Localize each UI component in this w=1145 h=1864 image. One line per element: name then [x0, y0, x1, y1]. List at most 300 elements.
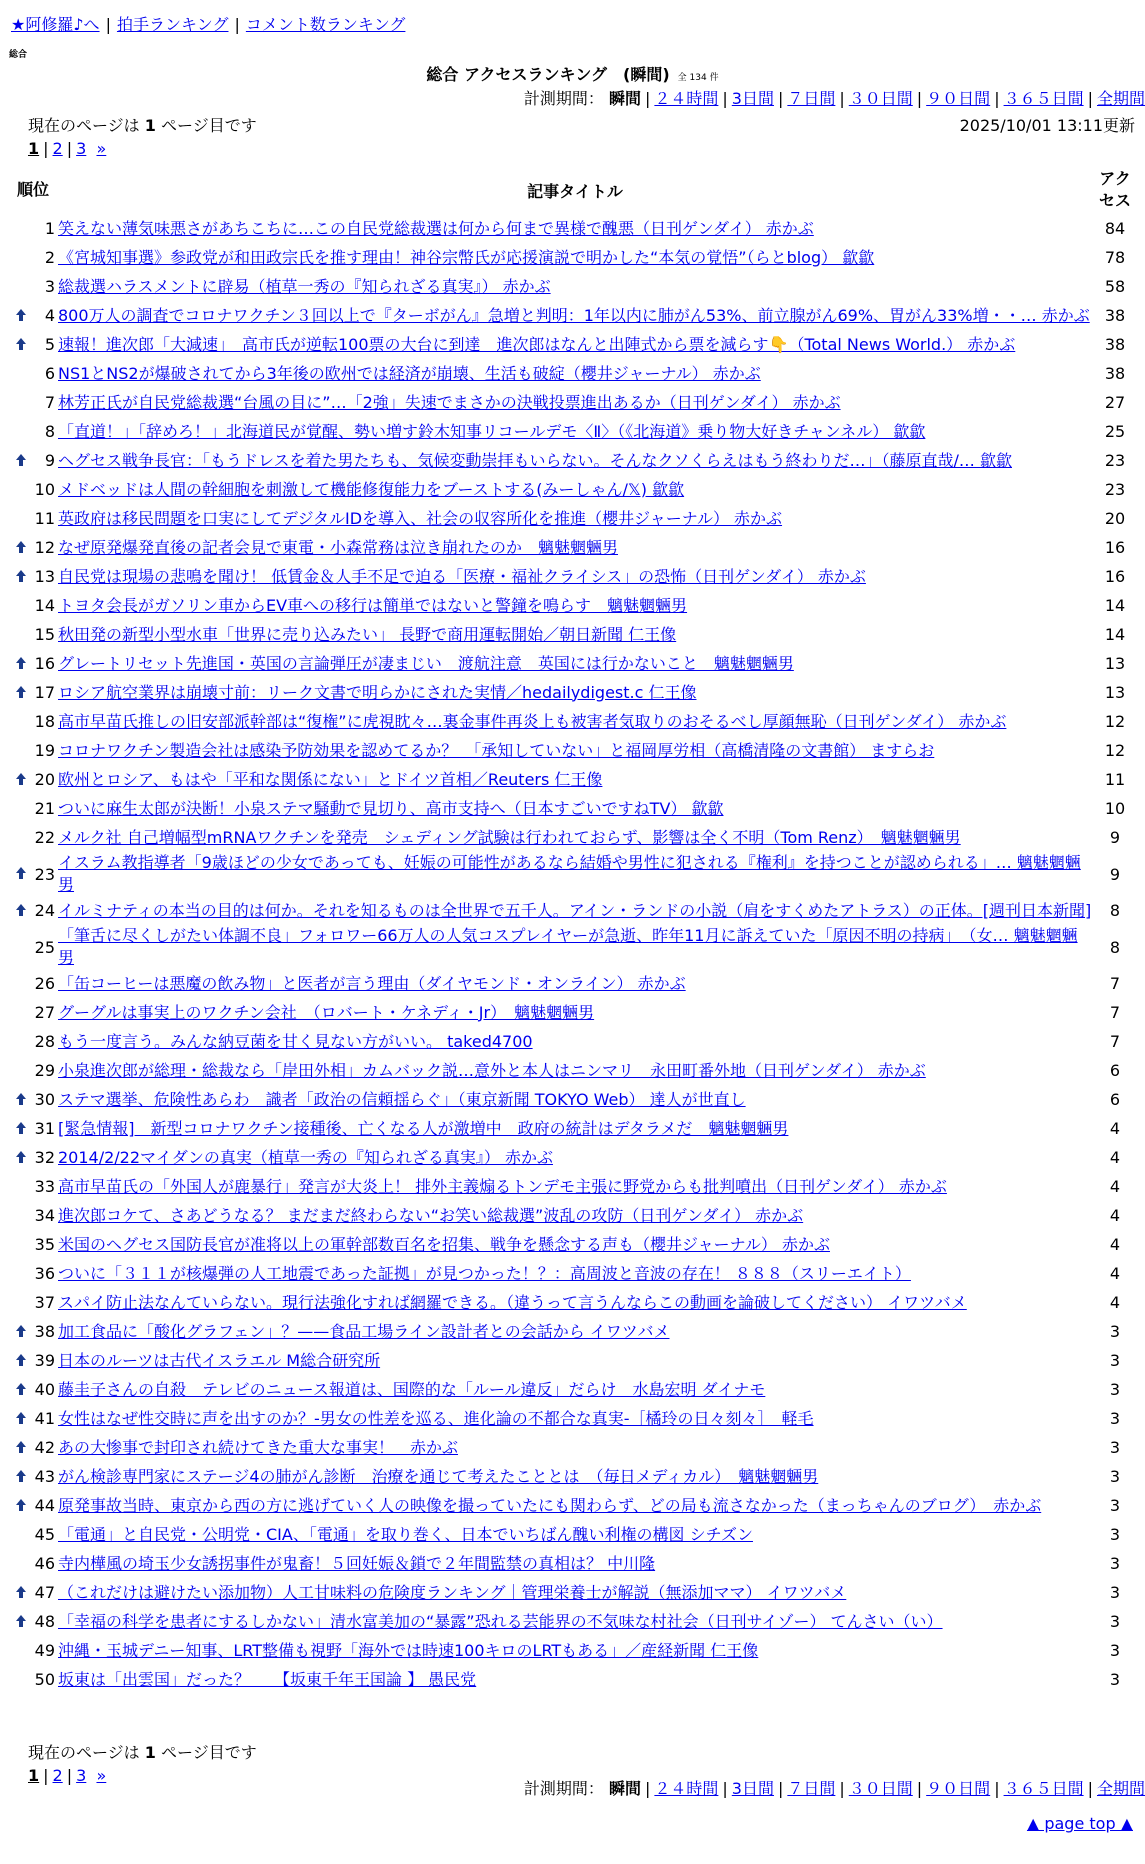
table-row	[8, 1172, 1138, 1201]
access-count-cell: 58	[1104, 277, 1126, 296]
access-count-cell: 16	[1104, 538, 1126, 557]
period-all-link[interactable]: 全期間	[1096, 1779, 1145, 1798]
title-cell	[58, 1375, 1092, 1404]
rank-cell: 10	[34, 480, 55, 499]
pager-current-page: 1	[28, 1766, 40, 1785]
title-cell	[58, 504, 1092, 533]
article-link[interactable]: 「幸福の科学を患者にするしかない」清水富美加の“暴露”恐れる芸能界の不気味な村社会（日刊サイゾー） てんさい（い）	[58, 1611, 943, 1631]
article-link[interactable]: 英政府は移民問題を口実にしてデジタルIDを導入、社会の収容所化を推進（櫻井ジャーナル） 赤かぶ	[58, 508, 783, 528]
table-row	[8, 1520, 1138, 1549]
rank-cell: 31	[34, 1119, 55, 1138]
table-row	[8, 1375, 1138, 1404]
article-link[interactable]: ついに「３１１が核爆弾の人工地震であった証拠」が見つかった！？：高周波と音波の存在！ ８８８（スリーエイト）	[58, 1263, 911, 1283]
access-count-cell: 3	[1109, 1583, 1121, 1602]
period-30d-link[interactable]: ３０日間	[848, 1779, 913, 1798]
title-cell	[58, 969, 1092, 998]
rank-cell: 42	[34, 1438, 55, 1457]
table-row	[8, 504, 1138, 533]
table-row	[8, 1665, 1138, 1694]
title-cell	[58, 591, 1092, 620]
title-cell	[58, 1346, 1092, 1375]
article-link[interactable]: あの大惨事で封印され続けてきた重大な事実！ 赤かぶ	[58, 1437, 459, 1457]
nav-separator: |	[105, 15, 111, 34]
trend-cell	[8, 1027, 33, 1056]
title-cell	[58, 562, 1092, 591]
rank-cell: 41	[34, 1409, 55, 1428]
trend-cell	[8, 1114, 33, 1143]
article-link[interactable]: メドベッドは人間の幹細胞を刺激して機能修復能力をブーストする(みーしゃん/𝕏) 歙歙	[58, 479, 685, 499]
up-arrow-icon	[16, 657, 26, 669]
access-count-cell: 3	[1109, 1409, 1121, 1428]
article-link[interactable]: 米国のヘグセス国防長官が准将以上の軍幹部数百名を招集、戦争を懸念する声も（櫻井ジャーナル） 赤かぶ	[58, 1234, 830, 1254]
comment-ranking-link[interactable]: コメント数ランキング	[245, 15, 406, 34]
access-count-cell: 3	[1109, 1438, 1121, 1457]
title-cell	[58, 896, 1092, 925]
title-cell	[58, 765, 1092, 794]
period-90d-link[interactable]: ９０日間	[926, 1779, 991, 1798]
pager-next-link[interactable]: »	[96, 1766, 107, 1785]
rank-cell: 1	[44, 219, 55, 238]
table-row	[8, 925, 1138, 969]
access-count-cell: 10	[1104, 799, 1126, 818]
access-count-cell: 7	[1109, 1003, 1121, 1022]
pager-page-2-link[interactable]: 2	[52, 1766, 63, 1785]
table-row	[8, 1404, 1138, 1433]
rank-cell: 43	[34, 1467, 55, 1486]
trend-cell	[8, 1288, 33, 1317]
article-link[interactable]: 加工食品に「酸化グラフェン」？——食品工場ライン設計者との会話から イワツバメ	[58, 1321, 670, 1341]
rank-cell: 4	[44, 306, 55, 325]
trend-cell	[8, 678, 33, 707]
period-365d-link[interactable]: ３６５日間	[1003, 1779, 1084, 1798]
title-cell	[58, 1230, 1092, 1259]
ranking-heading	[0, 62, 1145, 85]
title-cell	[58, 1665, 1092, 1694]
table-row	[8, 475, 1138, 504]
table-row	[8, 1636, 1138, 1665]
article-link[interactable]: なぜ原発爆発直後の記者会見で東電・小森常務は泣き崩れたのか 魑魅魍魎男	[58, 537, 619, 557]
article-link[interactable]: 坂東は「出雲国」だった？ 【坂東千年王国論 】 愚民党	[58, 1669, 477, 1689]
trend-cell	[8, 562, 33, 591]
rank-cell: 16	[34, 654, 55, 673]
title-cell	[58, 678, 1092, 707]
period-7d-link[interactable]: ７日間	[787, 89, 836, 108]
article-link[interactable]: 寺内樺風の埼玉少女誘拐事件が鬼畜！５回妊娠＆鎖で２年間監禁の真相は？ 中川隆	[58, 1553, 656, 1573]
trend-cell	[8, 1665, 33, 1694]
period-3d-link[interactable]: 3日間	[731, 1779, 774, 1798]
rank-cell: 45	[34, 1525, 55, 1544]
trend-cell	[8, 1375, 33, 1404]
table-row	[8, 969, 1138, 998]
pager-current-page: 1	[28, 139, 40, 158]
access-count-cell: 6	[1109, 1061, 1121, 1080]
rank-cell: 11	[34, 509, 55, 528]
table-row	[8, 896, 1138, 925]
home-link[interactable]: ★阿修羅♪へ	[11, 15, 100, 34]
period-7d-link[interactable]: ７日間	[787, 1779, 836, 1798]
pager-next-link[interactable]: »	[96, 139, 107, 158]
access-count-cell: 38	[1104, 306, 1126, 325]
article-link[interactable]: NS1とNS2が爆破されてから3年後の欧州では経済が崩壊、生活も破綻（櫻井ジャーナル） 赤かぶ	[58, 363, 761, 383]
period-365d-link[interactable]: ３６５日間	[1003, 89, 1084, 108]
rank-cell: 35	[34, 1235, 55, 1254]
rank-cell: 46	[34, 1554, 55, 1573]
access-count-cell: 3	[1109, 1641, 1121, 1660]
trend-cell	[8, 998, 33, 1027]
title-cell	[58, 1491, 1092, 1520]
table-row	[8, 1346, 1138, 1375]
up-arrow-icon	[16, 867, 26, 879]
col-header-access: アクセス	[1098, 169, 1131, 210]
title-cell	[58, 1056, 1092, 1085]
title-cell	[58, 475, 1092, 504]
trend-cell	[8, 243, 33, 272]
title-cell	[58, 1404, 1092, 1433]
title-cell	[58, 707, 1092, 736]
trend-cell	[8, 794, 33, 823]
trend-cell	[8, 359, 33, 388]
access-count-cell: 25	[1104, 422, 1126, 441]
trend-cell	[8, 1636, 33, 1665]
title-cell	[58, 1433, 1092, 1462]
item-count: 全 134 件	[677, 73, 719, 83]
article-link[interactable]: もう一度言う。みんな納豆菌を甘く見ない方がいい。 taked4700	[58, 1031, 533, 1051]
trend-cell	[8, 1607, 33, 1636]
article-link[interactable]: トヨタ会長がガソリン車からEV車への移行は簡単ではないと警鐘を鳴らす 魑魅魍魎男	[58, 595, 688, 615]
trend-cell	[8, 1520, 33, 1549]
access-count-cell: 3	[1109, 1496, 1121, 1515]
title-cell	[58, 794, 1092, 823]
access-count-cell: 3	[1109, 1612, 1121, 1631]
table-row	[8, 1578, 1138, 1607]
article-link[interactable]: 小泉進次郎が総理・総裁なら「岸田外相」カムバック説…意外と本人はニンマリ 永田町番外地（日刊ゲンダイ） 赤かぶ	[58, 1060, 926, 1080]
pager-page-2-link[interactable]: 2	[52, 139, 63, 158]
pager-page-3-link[interactable]: 3	[76, 139, 87, 158]
up-arrow-icon	[16, 904, 26, 916]
pager-page-3-link[interactable]: 3	[76, 1766, 87, 1785]
rank-cell: 32	[34, 1148, 55, 1167]
access-count-cell: 3	[1109, 1467, 1121, 1486]
table-row	[8, 243, 1138, 272]
table-row	[8, 417, 1138, 446]
title-cell	[58, 446, 1092, 475]
title-cell	[58, 620, 1092, 649]
title-cell	[58, 1520, 1092, 1549]
trend-cell	[8, 1404, 33, 1433]
access-count-cell: 4	[1109, 1264, 1121, 1283]
trend-cell	[8, 475, 33, 504]
article-link[interactable]: 秋田発の新型小型水車「世界に売り込みたい」 長野で商用運転開始／朝日新聞 仁王像	[58, 624, 677, 644]
trend-cell	[8, 1549, 33, 1578]
up-arrow-icon	[16, 1441, 26, 1453]
article-link[interactable]: 女性はなぜ性交時に声を出すのか？-男女の性差を巡る、進化論の不都合な真実-［橘玲の日々刻々］ 軽毛	[58, 1408, 814, 1428]
access-count-cell: 8	[1109, 937, 1121, 957]
trend-cell	[8, 330, 33, 359]
table-row	[8, 1201, 1138, 1230]
access-count-cell: 38	[1104, 335, 1126, 354]
article-link[interactable]: 「筆舌に尽くしがたい体調不良」フォロワー66万人の人気コスプレイヤーが急逝、昨年11月に訴えていた「原因不明の持病」 （女… 魑魅魍魎男	[58, 926, 1078, 967]
rank-cell: 6	[44, 364, 55, 383]
trend-cell	[8, 388, 33, 417]
trend-cell	[8, 1201, 33, 1230]
access-count-cell: 4	[1109, 1206, 1121, 1225]
article-link[interactable]: グーグルは事実上のワクチン会社 （ロバート・ケネディ・Jr） 魑魅魍魎男	[58, 1002, 595, 1022]
trend-cell	[8, 214, 33, 243]
rank-cell: 15	[34, 625, 55, 644]
up-arrow-icon	[16, 1151, 26, 1163]
access-count-cell: 14	[1104, 625, 1126, 644]
trend-cell	[8, 925, 33, 969]
up-arrow-icon	[16, 309, 26, 321]
rank-cell: 19	[34, 741, 55, 760]
access-count-cell: 11	[1104, 770, 1126, 789]
article-link[interactable]: 欧州とロシア、もはや「平和な関係にない」とドイツ首相／Reuters 仁王像	[58, 769, 603, 789]
article-link[interactable]: 笑えない薄気味悪さがあちこちに…この自民党総裁選は何から何まで異様で醜悪（日刊ゲンダイ） 赤かぶ	[58, 218, 814, 238]
article-link[interactable]: 「缶コーヒーは悪魔の飲み物」と医者が言う理由（ダイヤモンド・オンライン） 赤かぶ	[58, 973, 686, 993]
title-cell	[58, 359, 1092, 388]
article-link[interactable]: 「電通」と自民党・公明党・CIA、「電通」を取り巻く、日本でいちばん醜い利権の構図 シチズン	[58, 1524, 753, 1544]
table-row	[8, 823, 1138, 852]
article-link[interactable]: 2014/2/22マイダンの真実（植草一秀の『知られざる真実』） 赤かぶ	[58, 1147, 553, 1167]
access-count-cell: 13	[1104, 683, 1126, 702]
article-link[interactable]: スパイ防止法なんていらない。現行法強化すれば網羅できる。（違うって言うんならこの動画を論破してください） イワツバメ	[58, 1292, 967, 1312]
access-count-cell: 12	[1104, 712, 1126, 731]
table-row	[8, 1462, 1138, 1491]
title-cell	[58, 1143, 1092, 1172]
title-cell	[58, 1288, 1092, 1317]
up-arrow-icon	[16, 686, 26, 698]
access-count-cell: 9	[1109, 828, 1121, 847]
access-count-cell: 23	[1104, 480, 1126, 499]
table-row	[8, 678, 1138, 707]
trend-cell	[8, 1085, 33, 1114]
access-count-cell: 9	[1109, 864, 1121, 884]
trend-cell	[8, 765, 33, 794]
access-count-cell: 13	[1104, 654, 1126, 673]
title-cell	[58, 998, 1092, 1027]
pager-bottom: 1 | 2 | 3 »	[28, 1766, 107, 1785]
table-row	[8, 1259, 1138, 1288]
article-link[interactable]: 藤圭子さんの自殺 テレビのニュース報道は、国際的な「ルール違反」だらけ 水島宏明 ダイナモ	[58, 1379, 766, 1399]
title-cell	[58, 1259, 1092, 1288]
article-link[interactable]: ついに麻生太郎が決断！小泉ステマ騒動で見切り、高市支持へ（日本すごいですねTV） 歙歙	[58, 798, 724, 818]
article-link[interactable]: グレートリセット先進国・英国の言論弾圧が凄まじい 渡航注意 英国には行かないこと 魑魅魍魎男	[58, 653, 794, 673]
article-link[interactable]: コロナワクチン製造会社は感染予防効果を認めてるか？ 「承知していない」と福岡厚労相（高橋清隆の文書館） ますらお	[58, 740, 935, 760]
article-link[interactable]: 自民党は現場の悲鳴を聞け！ 低賃金＆人手不足で迫る「医療・福祉クライシス」の恐怖（日刊ゲンダイ） 赤かぶ	[58, 566, 866, 586]
article-link[interactable]: 進次郎コケて、さあどうなる？ まだまだ終わらない“お笑い総裁選”波乱の攻防（日刊ゲンダイ） 赤かぶ	[58, 1205, 804, 1225]
rank-cell: 33	[34, 1177, 55, 1196]
up-arrow-icon	[16, 454, 26, 466]
table-row	[8, 562, 1138, 591]
rank-cell: 13	[34, 567, 55, 586]
access-count-cell: 4	[1109, 1235, 1121, 1254]
article-link[interactable]: 高市早苗氏推しの旧安部派幹部は“復権”に虎視眈々…裏金事件再炎上も被害者気取りのおそるべし厚顔無恥（日刊ゲンダイ） 赤かぶ	[58, 711, 1007, 731]
trend-cell	[8, 896, 33, 925]
trend-cell	[8, 1172, 33, 1201]
trend-cell	[8, 969, 33, 998]
trend-cell	[8, 1230, 33, 1259]
period-30d-link[interactable]: ３０日間	[848, 89, 913, 108]
trend-cell	[8, 1462, 33, 1491]
trend-cell	[8, 1578, 33, 1607]
access-count-cell: 20	[1104, 509, 1126, 528]
title-cell	[58, 1114, 1092, 1143]
title-cell	[58, 1027, 1092, 1056]
article-link[interactable]: イルミナティの本当の目的は何か。それを知るものは全世界で五千人。アイン・ランドの小説（肩をすくめたアトラス）の正体。[週刊日本新聞]	[58, 900, 1092, 920]
access-count-cell: 4	[1109, 1148, 1121, 1167]
article-link[interactable]: 沖縄・玉城デニー知事、LRT整備も視野「海外では時速100キロのLRTもある」／産経新聞 仁王像	[58, 1640, 759, 1660]
trend-cell	[8, 736, 33, 765]
access-count-cell: 38	[1104, 364, 1126, 383]
trend-cell	[8, 446, 33, 475]
article-link[interactable]: 林芳正氏が自民党総裁選“台風の目に”…「2強」失速でまさかの決戦投票進出あるか（日刊ゲンダイ） 赤かぶ	[58, 392, 841, 412]
title-cell	[58, 533, 1092, 562]
up-arrow-icon	[16, 1383, 26, 1395]
trend-cell	[8, 417, 33, 446]
article-link[interactable]: 《宮城知事選》参政党が和田政宗氏を推す理由！神谷宗幣氏が応援演説で明かした“本気の覚悟”（らとblog） 歙歙	[58, 247, 875, 267]
trend-cell	[8, 1259, 33, 1288]
rank-cell: 34	[34, 1206, 55, 1225]
period-90d-link[interactable]: ９０日間	[926, 89, 991, 108]
trend-cell	[8, 272, 33, 301]
rank-cell: 39	[34, 1351, 55, 1370]
table-row	[8, 533, 1138, 562]
access-count-cell: 3	[1109, 1525, 1121, 1544]
page-top-link[interactable]: ▲ page top ▲	[1026, 1814, 1133, 1833]
title-cell	[58, 417, 1092, 446]
trend-cell	[8, 1056, 33, 1085]
access-count-cell: 7	[1109, 974, 1121, 993]
article-link[interactable]: 総裁選ハラスメントに辟易（植草一秀の『知られざる真実』） 赤かぶ	[58, 276, 551, 296]
period-current: 瞬間	[608, 1779, 641, 1798]
title-cell	[58, 925, 1092, 969]
access-count-cell: 3	[1109, 1380, 1121, 1399]
access-count-cell: 12	[1104, 741, 1126, 760]
pager-top: 1 | 2 | 3 »	[28, 139, 107, 158]
access-count-cell: 3	[1109, 1554, 1121, 1573]
title-cell	[58, 649, 1092, 678]
access-count-cell: 7	[1109, 1032, 1121, 1051]
up-arrow-icon	[16, 1499, 26, 1511]
up-arrow-icon	[16, 1354, 26, 1366]
col-header-rank: 順位	[16, 180, 49, 199]
applause-ranking-link[interactable]: 拍手ランキング	[116, 15, 229, 34]
article-link[interactable]: がん検診専門家にステージ4の肺がん診断 治療を通じて考えたこととは （毎日メディカル） 魑魅魍魎男	[58, 1466, 819, 1486]
trend-cell	[8, 649, 33, 678]
table-row	[8, 214, 1138, 243]
period-24h-link[interactable]: ２４時間	[654, 1779, 719, 1798]
article-link[interactable]: [緊急情報] 新型コロナワクチン接種後、亡くなる人が激増中 政府の統計はデタラメだ 魑魅魍魎男	[58, 1118, 789, 1138]
rank-cell: 8	[44, 422, 55, 441]
page-title: 総合 アクセスランキング (瞬間)	[426, 65, 670, 84]
up-arrow-icon	[16, 1412, 26, 1424]
rank-cell: 37	[34, 1293, 55, 1312]
rank-cell: 48	[34, 1612, 55, 1631]
ranking-table	[8, 166, 1138, 1694]
article-link[interactable]: ステマ選挙、危険性あらわ 識者「政治の信頼揺らぐ」（東京新聞 TOKYO Web） 達人が世直し	[58, 1089, 746, 1109]
access-count-cell: 4	[1109, 1177, 1121, 1196]
article-link[interactable]: ロシア航空業界は崩壊寸前：リーク文書で明らかにされた実情／hedailydigest.c 仁王像	[58, 682, 697, 702]
up-arrow-icon	[16, 1122, 26, 1134]
article-link[interactable]: 「直道！」「辞めろ！」北海道民が覚醒、勢い増す鈴木知事リコールデモ〈Ⅱ〉（《北海道》乗り物大好きチャンネル） 歙歙	[58, 421, 926, 441]
trend-cell	[8, 1317, 33, 1346]
period-3d-link[interactable]: 3日間	[731, 89, 774, 108]
article-link[interactable]: 原発事故当時、東京から西の方に逃げていく人の映像を撮っていたにも関わらず、どの局も流さなかった（まっちゃんのブログ） 赤かぶ	[58, 1495, 1042, 1515]
article-link[interactable]: 高市早苗氏の「外国人が鹿暴行」発言が大炎上！ 排外主義煽るトンデモ主張に野党からも批判噴出（日刊ゲンダイ） 赤かぶ	[58, 1176, 947, 1196]
title-cell	[58, 243, 1092, 272]
article-link[interactable]: 速報！進次郎「大減速」 高市氏が逆転100票の大台に到達 進次郎はなんと出陣式から票を減らす👇（Total News World.） 赤かぶ	[58, 334, 1016, 354]
table-row	[8, 794, 1138, 823]
table-row	[8, 852, 1138, 896]
article-link[interactable]: メルク社 自己増幅型mRNAワクチンを発売 シェディング試験は行われておらず、影響は全く不明（Tom Renz） 魑魅魍魎男	[58, 827, 961, 847]
table-row	[8, 765, 1138, 794]
table-row	[8, 1056, 1138, 1085]
rank-cell: 2	[44, 248, 55, 267]
table-row	[8, 1607, 1138, 1636]
rank-cell: 24	[34, 901, 55, 920]
rank-cell: 5	[44, 335, 55, 354]
table-row	[8, 1085, 1138, 1114]
up-arrow-icon	[16, 541, 26, 553]
rank-cell: 28	[34, 1032, 55, 1051]
table-row	[8, 446, 1138, 475]
trend-cell	[8, 852, 33, 896]
access-count-cell: 16	[1104, 567, 1126, 586]
updated-timestamp: 2025/10/01 13:11更新	[959, 116, 1135, 135]
table-row	[8, 620, 1138, 649]
rank-cell: 22	[34, 828, 55, 847]
rank-cell: 38	[34, 1322, 55, 1341]
rank-cell: 21	[34, 799, 55, 818]
up-arrow-icon	[16, 1470, 26, 1482]
article-link[interactable]: イスラム教指導者「9歳ほどの少女であっても、妊娠の可能性があるなら結婚や男性に犯される『権利』を持つことが認められる」… 魑魅魍魎男	[58, 853, 1081, 894]
rank-cell: 49	[34, 1641, 55, 1660]
title-cell	[58, 1607, 1092, 1636]
period-all-link[interactable]: 全期間	[1096, 89, 1145, 108]
rank-cell: 20	[34, 770, 55, 789]
rank-cell: 14	[34, 596, 55, 615]
table-row	[8, 388, 1138, 417]
article-link[interactable]: （これだけは避けたい添加物）人工甘味料の危険度ランキング｜管理栄養士が解説（無添加ママ） イワツバメ	[58, 1582, 847, 1602]
table-row	[8, 707, 1138, 736]
title-cell	[58, 1578, 1092, 1607]
period-selector-bottom: 計測期間： 瞬間 | ２４時間 | 3日間 | ７日間 | ３０日間 | ９０日間 | ３６５日間 | 全期間	[523, 1779, 1145, 1798]
access-count-cell: 27	[1104, 393, 1126, 412]
page-info-top: 現在のページは 1 ページ目です	[28, 116, 257, 135]
article-link[interactable]: 800万人の調査でコロナワクチン３回以上で『ターボがん』急増と判明：1年以内に肺がん53%、前立腺がん69%、胃がん33%増・・… 赤かぶ	[58, 305, 1090, 325]
table-row	[8, 1027, 1138, 1056]
top-nav	[11, 12, 405, 35]
title-cell	[58, 1172, 1092, 1201]
table-row	[8, 301, 1138, 330]
title-cell	[58, 1549, 1092, 1578]
period-24h-link[interactable]: ２４時間	[654, 89, 719, 108]
period-label: 計測期間：	[523, 1779, 604, 1798]
trend-cell	[8, 504, 33, 533]
rank-cell: 7	[44, 393, 55, 412]
rank-cell: 12	[34, 538, 55, 557]
title-cell	[58, 1317, 1092, 1346]
article-link[interactable]: ヘグセス戦争長官：「もうドレスを着た男たちも、気候変動崇拝もいらない。そんなクソくらえはもう終わりだ…」（藤原直哉/… 歙歙	[58, 450, 1012, 470]
rank-cell: 3	[44, 277, 55, 296]
article-link[interactable]: 日本のルーツは古代イスラエル M総合研究所	[58, 1350, 381, 1370]
up-arrow-icon	[16, 1093, 26, 1105]
up-arrow-icon	[16, 338, 26, 350]
trend-cell	[8, 591, 33, 620]
trend-cell	[8, 301, 33, 330]
table-row	[8, 998, 1138, 1027]
col-header-title: 記事タイトル	[527, 181, 623, 201]
